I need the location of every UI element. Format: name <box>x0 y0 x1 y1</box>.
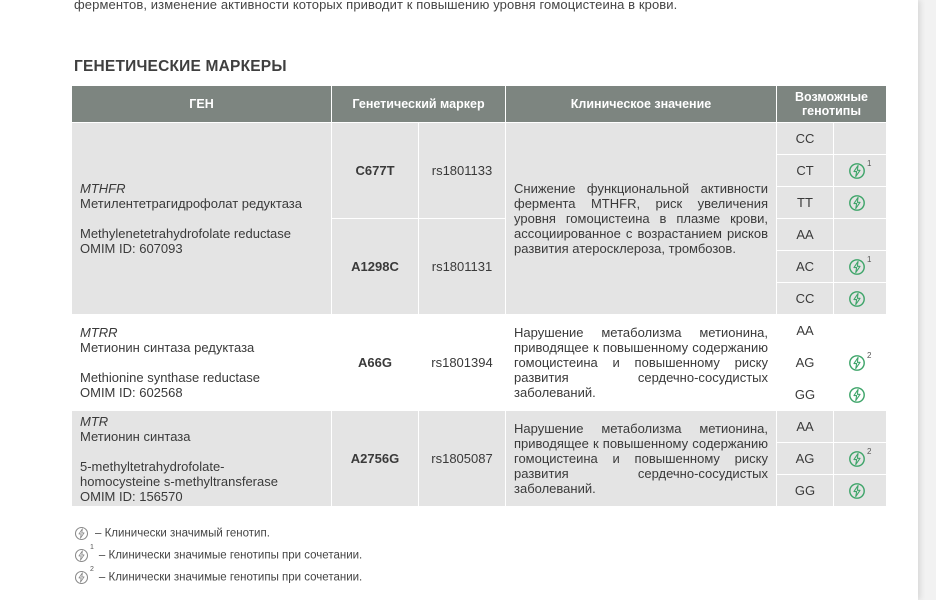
gene-symbol: MTHFR <box>80 181 126 196</box>
legend-item <box>74 544 363 563</box>
rs-a2756g: rs1805087 <box>419 411 506 507</box>
genotype-cell: TT <box>777 187 834 219</box>
lightning-icon <box>848 450 866 468</box>
lightning-icon <box>74 548 89 563</box>
genotype-flag-cell <box>834 219 887 251</box>
intro-paragraph: ферментов, изменение активности которых приводит к повышению уровня гомоцистеина в крови. <box>74 0 678 12</box>
header-gene: ГЕН <box>72 86 332 123</box>
lightning-icon <box>848 354 866 372</box>
rs-c677t: rs1801133 <box>419 123 506 219</box>
lightning-icon <box>848 194 866 212</box>
table-header-row <box>72 86 887 123</box>
genotype-cell: CC <box>777 283 834 315</box>
genotype-flag-cell <box>834 283 887 315</box>
lightning-icon <box>848 162 866 180</box>
clinical-mtr: Нарушение метаболизма метионина, приводящее к повышенному содержанию гомоцистеина и повышенному риску развития сердечно-сосудистых заболеваний. <box>506 411 777 507</box>
gene-name-en-line1: 5-methyltetrahydrofolate- <box>80 458 225 474</box>
genotype-cell: AG <box>777 443 834 475</box>
lightning-icon <box>74 570 89 585</box>
lightning-icon <box>848 290 866 308</box>
genotype-flag-cell <box>834 411 887 443</box>
genotype-cell: AG <box>777 347 834 379</box>
genotype-flag-cell <box>834 347 887 379</box>
genotype-flag-cell <box>834 155 887 187</box>
genotype-cell: AC <box>777 251 834 283</box>
lightning-icon <box>74 526 89 541</box>
genotype-flag-cell <box>834 315 887 347</box>
gene-cell-mtrr <box>72 315 332 411</box>
lightning-icon <box>848 258 866 276</box>
gene-name-ru: Метилентетрагидрофолат редуктаза <box>80 196 302 211</box>
marker-a2756g: A2756G <box>332 411 419 507</box>
gene-symbol: MTR <box>80 413 109 429</box>
lightning-icon <box>848 386 866 404</box>
gene-name-ru: Метионин синтаза <box>80 428 191 444</box>
gene-name-en: Methionine synthase reductase <box>80 370 260 385</box>
omim-id: OMIM ID: 156570 <box>80 488 183 504</box>
genotype-flag-cell <box>834 251 887 283</box>
legend-text: – Клинически значимые генотипы при сочетании. <box>98 549 363 562</box>
genotype-flag-cell <box>834 443 887 475</box>
gene-name-en: Methylenetetrahydrofolate reductase <box>80 226 292 241</box>
gene-name-en-line2: homocysteine s-methyltransferase <box>80 473 278 489</box>
gene-name-ru: Метионин синтаза редуктаза <box>80 340 255 355</box>
marker-a66g: A66G <box>332 315 419 411</box>
genotype-cell: AA <box>777 315 834 347</box>
legend-text: – Клинически значимые генотипы при сочетании. <box>98 571 363 584</box>
marker-a1298c: A1298C <box>332 219 419 315</box>
genotype-cell: AA <box>777 411 834 443</box>
rs-a66g: rs1801394 <box>419 315 506 411</box>
legend-text: – Клинически значимый генотип. <box>95 527 270 540</box>
table-row <box>72 411 887 443</box>
header-genotypes: Возможные генотипы <box>777 86 887 123</box>
clinical-mtrr: Нарушение метаболизма метионина, приводящее к повышенному содержанию гомоцистеина и повышенному риску развития сердечно-сосудистых заболеваний. <box>506 315 777 411</box>
marker-c677t: C677T <box>332 123 419 219</box>
genotype-cell: AA <box>777 219 834 251</box>
legend-item <box>74 566 363 585</box>
legend-item <box>74 526 270 541</box>
genotype-flag-cell <box>834 379 887 411</box>
footnote-marker: 2 <box>867 446 872 456</box>
genotype-flag-cell <box>834 187 887 219</box>
footnote-marker: 1 <box>867 254 872 264</box>
clinical-mthfr: Снижение функциональной активности фермента MTHFR, риск увеличения уровня гомоцистеина в плазме крови, ассоциированное с возрастанием рисков развития атеросклероза, тромбозов. <box>506 123 777 315</box>
footnote-marker: 1 <box>90 544 94 551</box>
genotype-flag-cell <box>834 123 887 155</box>
header-marker: Генетический маркер <box>332 86 506 123</box>
genotype-cell: CT <box>777 155 834 187</box>
genetic-markers-table <box>71 85 887 507</box>
gene-cell-mthfr <box>72 123 332 315</box>
omim-id: OMIM ID: 602568 <box>80 385 183 400</box>
lightning-icon <box>848 482 866 500</box>
gene-cell-mtr <box>72 411 332 507</box>
omim-id: OMIM ID: 607093 <box>80 241 183 256</box>
footnote-marker: 1 <box>867 158 872 168</box>
rs-a1298c: rs1801131 <box>419 219 506 315</box>
genotype-cell: CC <box>777 123 834 155</box>
footnote-marker: 2 <box>90 566 94 573</box>
gene-symbol: MTRR <box>80 325 118 340</box>
header-clinical: Клиническое значение <box>506 86 777 123</box>
genotype-cell: GG <box>777 379 834 411</box>
genotype-cell: GG <box>777 475 834 507</box>
table-row <box>72 315 887 347</box>
table-row <box>72 123 887 155</box>
genotype-flag-cell <box>834 475 887 507</box>
section-title: ГЕНЕТИЧЕСКИЕ МАРКЕРЫ <box>74 58 287 75</box>
footnote-marker: 2 <box>867 350 872 360</box>
